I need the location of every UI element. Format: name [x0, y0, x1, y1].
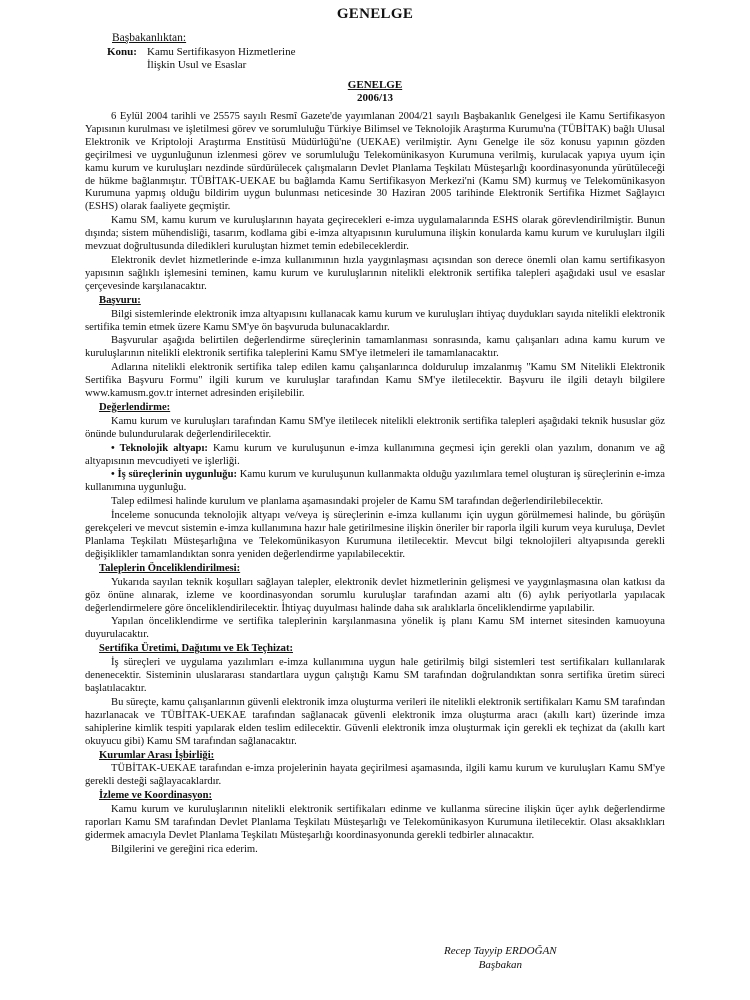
bullet-label: • Teknolojik altyapı:	[111, 442, 208, 454]
section-heading-basvuru: Başvuru:	[99, 294, 141, 306]
section-heading-oncelik: Taleplerin Önceliklendirilmesi:	[99, 562, 241, 574]
subject-value	[147, 46, 295, 72]
paragraph: Adlarına nitelikli elektronik sertifika talep edilen kamu çalışanlarınca doldurulup imzalanmış "Kamu SM Nitelikli Elektronik Sertifika Başvuru Formu" ilgili kurum ve kuruluşlar tarafından Kamu SM'ye iletilecektir. Başvuru ile ilgili detaylı bilgilere www.kamusm.gov.tr internet adresinden erişilebilir.	[85, 362, 665, 400]
document-body	[85, 111, 665, 858]
circular-number: 2006/13	[356, 92, 394, 104]
bullet-label: • İş süreçlerinin uygunluğu:	[111, 469, 238, 481]
circular-title: GENELGE	[347, 79, 403, 91]
paragraph: Yapılan önceliklendirme ve sertifika taleplerinin karşılanmasına yönelik iş planı Kamu SM internet sitesinden kamuoyuna duyurulacaktır.	[85, 616, 665, 641]
bullet-item	[85, 469, 665, 495]
paragraph: Başvurular aşağıda belirtilen değerlendirme süreçlerinin tamamlanması sonrasında, kamu çalışanları adına kamu kurum ve kuruluşlarının nitelikli elektronik sertifika taleplerini Kamu SM'ye iletmeleri ile tamamlanacaktır.	[85, 335, 665, 360]
paragraph: Kamu kurum ve kuruluşlarının nitelikli elektronik sertifikaları edinme ve kullanma sürecine ilişkin üçer aylık değerlendirme raporları Kamu SM tarafından Devlet Planlama Teşkilatı Müsteşarlığı ve Telekomünikasyon Kurumuna iletilecektir. Olası aksaklıkları gidermek amacıyla Devlet Planlama Teşkilatı Müsteşarlığı koordinasyonunda gerekli tedbirler alınacaktır.	[85, 804, 665, 841]
issuer-line: Başbakanlıktan:	[112, 32, 187, 44]
subject-line-1: Kamu Sertifikasyon Hizmetlerine	[147, 46, 296, 58]
paragraph: Elektronik devlet hizmetlerinde e-imza kullanımının hızla yaygınlaşması açısından son derece önemli olan kamu sertifikasyon yapısının sağlıklı işlemesini teminen, kamu kurum ve kuruluşlarının nitelikli elektronik sertifika talepleri aşağıdaki usul ve esaslar çerçevesinde karşılanacaktır.	[85, 254, 665, 292]
section-heading-uretim: Sertifika Üretimi, Dağıtımı ve Ek Teçhizat:	[99, 643, 293, 655]
paragraph: Yukarıda sayılan teknik koşulları sağlayan talepler, elektronik devlet hizmetlerinin gelişmesi ve yaygınlaşmasına olan katkısı da göz önüne alınarak, izleme ve koordinasyondan sorumlu kuruluşlar tarafından azami altı (6) aylık periyotlarla yapılacak değerlendirmelere göre önceliklendirilecektir. İhtiyaç duyulması halinde daha sık aralıklarla önceliklendirme yapılabilir.	[85, 576, 665, 614]
paragraph: 6 Eylül 2004 tarihli ve 25575 sayılı Resmî Gazete'de yayımlanan 2004/21 sayılı Başbakanlık Genelgesi ile Kamu Sertifikasyon Yapısının kurulması ve işletilmesi görev ve sorumluluğu Türkiye Bilimsel ve Teknolojik Araştırma Kurumu'na (TÜBİTAK) bağlı Ulusal Elektronik ve Kriptoloji Araştırma Enstitüsü Müdürlüğü'ne (UEKAE) verilmiştir. Aynı Genelge ile söz konusu yapının gözden geçirilmesi ve uygunluğunun izlenmesi görev ve sorumluluğu Telekomünikasyon Kurumuna verilmiş, kurulacak yapıya uyum için kamu kurum ve kuruluşları nezdinde sürdürülecek çalışmaların Devlet Planlama Teşkilatı Müsteşarlığı koordinasyonunda yürütüleceği de hükme bağlanmıştır. TÜBİTAK-UEKAE bu bağlamda Kamu Sertifikasyon Merkezi'ni (Kamu SM) kurmuş ve Telekomünikasyon Kurumuna yapmış olduğu bildirim uygun bulunması neticesinde 30 Haziran 2005 tarihinde Elektronik Sertifika Hizmet Sağlayıcı (ESHS) olarak faaliyete geçmiştir.	[85, 111, 665, 213]
paragraph: Bu süreçte, kamu çalışanlarının güvenli elektronik imza oluşturma verileri ile nitelikli elektronik sertifikaları Kamu SM tarafından hazırlanacak ve TÜBİTAK-UEKAE tarafından sağlanacak güvenli elektronik imza oluşturma aracı (akıllı kart) üzerinde imza sahiplerine kimlik tespiti yapılarak elden teslim edilecektir. Güvenli elektronik imza oluşturmak için gerekli ek teçhizat da (akıllı kart okuyucu gibi) Kamu SM tarafından sağlanacaktır.	[85, 696, 665, 747]
subject-block	[107, 46, 295, 72]
paragraph: Kamu kurum ve kuruluşları tarafından Kamu SM'ye iletilecek nitelikli elektronik sertifika talepleri aşağıdaki teknik hususlar göz önünde bulundurularak değerlendirilecektir.	[85, 415, 665, 440]
paragraph: Kamu SM, kamu kurum ve kuruluşlarının hayata geçirecekleri e-imza uygulamalarında ESHS olarak görevlendirilmiştir. Bunun dışında; sistem mühendisliği, tasarım, kodlama gibi e-imza altyapısının kurulumuna ilişkin konularda kamu kurum ve kuruluşları ilgili mevzuat doğrultusunda diledikleri kuruluştan hizmet temin edebileceklerdir.	[85, 215, 665, 253]
paragraph: Bilgi sistemlerinde elektronik imza altyapısını kullanacak kamu kurum ve kuruluşları ihtiyaç duydukları sayıda nitelikli elektronik sertifika temin etmek üzere Kamu SM'ye ön başvuruda bulunacaklardır.	[85, 308, 665, 333]
paragraph: Talep edilmesi halinde kurulum ve planlama aşamasındaki projeler de Kamu SM tarafından değerlendirilebilecektir.	[111, 496, 603, 508]
bullet-text: Kamu kurum ve kuruluşunun e-imza kullanımına geçmesi için gerekli olan yazılım, donanım ve ağ altyapısının mevcudiyeti ve işlerliği.	[85, 442, 665, 467]
main-title: GENELGE	[336, 6, 414, 22]
circular-heading	[0, 79, 750, 105]
section-heading-degerlendirme: Değerlendirme:	[99, 401, 171, 413]
signature-block	[444, 944, 557, 972]
signatory-name: Recep Tayyip ERDOĞAN	[444, 945, 557, 957]
section-heading-izleme: İzleme ve Koordinasyon:	[99, 790, 212, 802]
section-heading-isbirligi: Kurumlar Arası İşbirliği:	[99, 749, 215, 761]
paragraph: İş süreçleri ve uygulama yazılımları e-imza kullanımına uygun hale getirilmiş bilgi sistemleri test sertifikaları kullanılarak denenecektir. Sisteminin uluslararası standartlara uygun çalıştığı Kamu SM tarafından doğrulandıktan sonra sertifika üretim süreci başlatılacaktır.	[85, 657, 665, 694]
closing-line: Bilgilerini ve gereğini rica ederim.	[111, 843, 258, 855]
paragraph: İnceleme sonucunda teknolojik altyapı ve/veya iş süreçlerinin e-imza kullanımı için uygun görülmemesi halinde, bu görüşün gerekçeleri ve mevcut sistemin e-imza kullanımına hazır hale getirilmesine ilişkin öneriler bir raporla ilgili kurum veya kuruluşa, Devlet Planlama Teşkilatı Müsteşarlığına ve Telekomünikasyon Kurumuna iletilecektir. Mevcut bilgi teknolojileri altyapısında gerekli değişiklikler tamamlandıktan sonra yeniden değerlendirme yapılabilecektir.	[85, 510, 665, 560]
signatory-title: Başbakan	[478, 959, 522, 971]
subject-key: Konu:	[107, 46, 137, 58]
subject-line-2: İlişkin Usul ve Esaslar	[147, 59, 247, 71]
paragraph: TÜBİTAK-UEKAE tarafından e-imza projelerinin hayata geçirilmesi aşamasında, ilgili kamu kurum ve kuruluşları Kamu SM'ye gerekli desteği sağlayacaklardır.	[85, 763, 665, 788]
bullet-item	[85, 443, 665, 469]
bullet-text: Kamu kurum ve kuruluşunun kullanmakta olduğu yazılımlara temel oluşturan iş süreçlerinin e-imza kullanımına uygunluğu.	[85, 469, 665, 494]
